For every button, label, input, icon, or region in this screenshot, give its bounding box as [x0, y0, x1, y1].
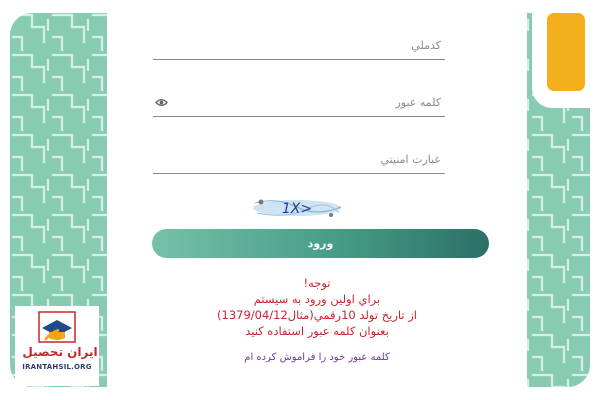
captcha-field[interactable]	[153, 147, 445, 174]
notice-line: بعنوان کلمه عبور استفاده کنيد	[245, 324, 389, 338]
login-card	[107, 13, 527, 387]
login-button[interactable]: ورود	[152, 229, 489, 258]
notice-line: براي اولين ورود به سيستم	[253, 292, 381, 306]
first-login-notice	[127, 275, 507, 339]
notice-line: از تاريخ تولد 10رقمي(مثال1379/04/12)	[217, 308, 417, 322]
iran-tahsil-logo	[15, 306, 99, 386]
forgot-password-link[interactable]: کلمه عبور خود را فراموش کرده ام	[244, 352, 390, 363]
yellow-badge	[547, 13, 585, 91]
national-code-field[interactable]	[153, 33, 445, 60]
password-field[interactable]	[153, 90, 445, 117]
password-input[interactable]	[181, 90, 445, 114]
notice-title: توجه!	[303, 276, 331, 290]
eye-icon[interactable]	[155, 96, 168, 109]
captcha-input[interactable]	[181, 147, 445, 171]
captcha-text: 1X>	[281, 201, 313, 217]
graduation-cap-icon	[15, 306, 99, 350]
national-code-input[interactable]	[181, 33, 445, 57]
logo-url: IRANTAHSIL.ORG	[22, 363, 92, 371]
logo-name: ایران تحصیل	[22, 345, 98, 359]
captcha-image	[247, 193, 347, 223]
